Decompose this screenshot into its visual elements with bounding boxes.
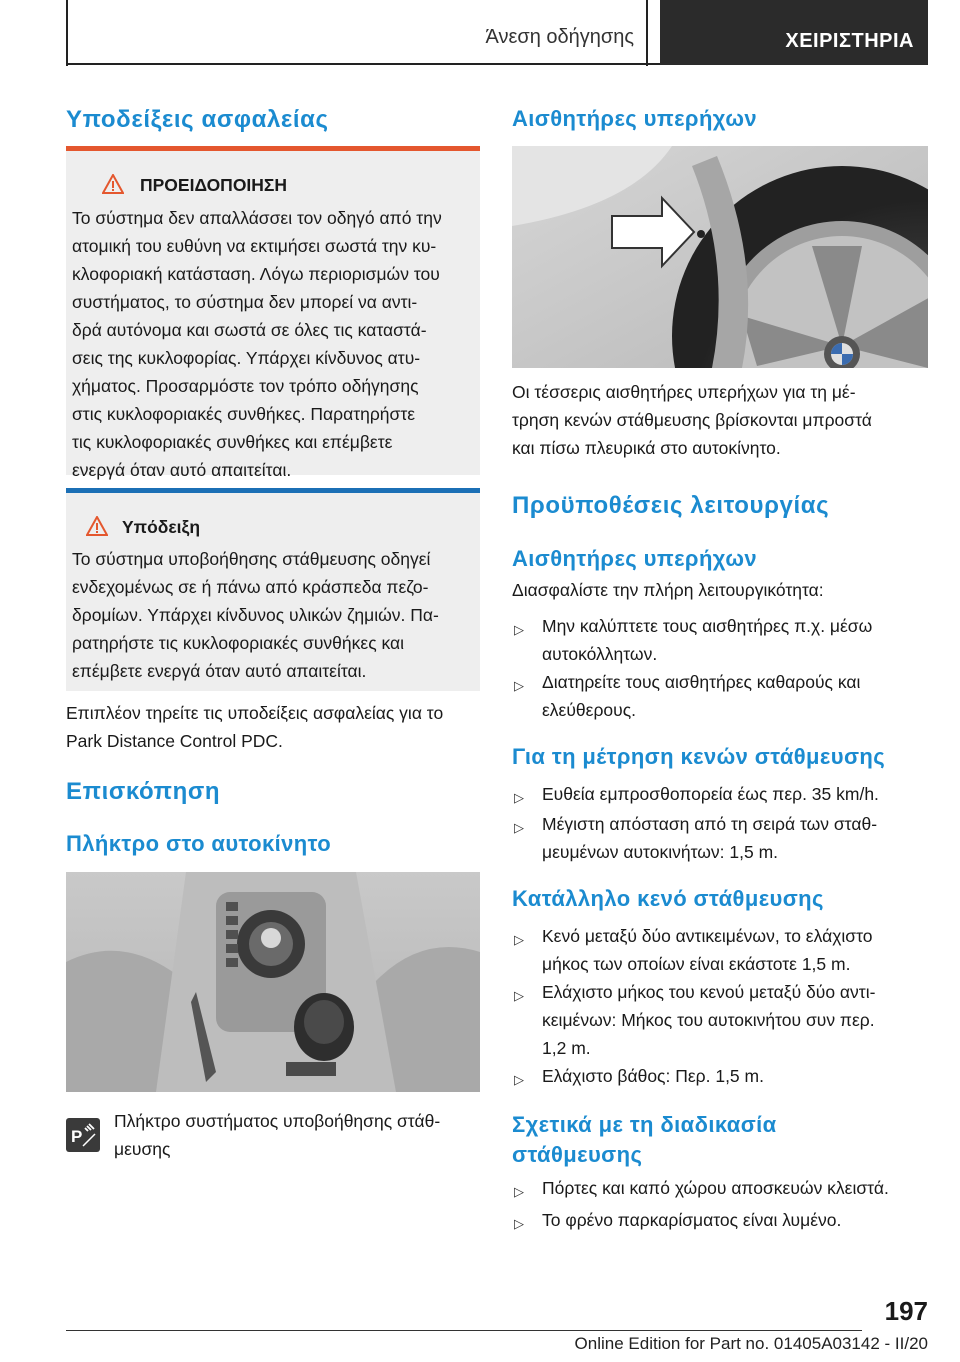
- triangle-bullet-icon: ▷: [514, 790, 524, 805]
- triangle-bullet-icon: ▷: [514, 1216, 524, 1231]
- triangle-bullet-icon: ▷: [514, 820, 524, 835]
- suitable-gap-title: Κατάλληλο κενό στάθμευσης: [512, 886, 824, 911]
- center-console-photo: [66, 872, 480, 1092]
- header-section-tab[interactable]: Άνεση οδήγησης: [485, 26, 634, 48]
- button-in-car-title: Πλήκτρο στο αυτοκίνητο: [66, 831, 332, 856]
- requirements-title: Προϋποθέσεις λειτουργίας: [512, 492, 830, 519]
- requirements-sensors-title: Αισθητήρες υπερήχων: [512, 546, 758, 571]
- overview-title: Επισκόπηση: [66, 778, 221, 805]
- list-item: Μέγιστη απόσταση από τη σειρά των σταθ- μευμένων αυτοκινήτων: 1,5 m.: [542, 814, 878, 862]
- list-item: Το φρένο παρκαρίσματος είναι λυμένο.: [542, 1210, 842, 1230]
- parking-assist-button-icon: [66, 1118, 100, 1152]
- button-caption: Πλήκτρο συστήματος υποβοήθησης στάθ- μευσης: [114, 1111, 441, 1159]
- procedure-title: Σχετικά με τη διαδικασία στάθμευσης: [512, 1112, 777, 1167]
- triangle-bullet-icon: ▷: [514, 678, 524, 693]
- triangle-bullet-icon: ▷: [514, 932, 524, 947]
- edition-note: Online Edition for Part no. 01405A03142 - II/20: [574, 1334, 928, 1353]
- list-item: Ευθεία εμπροσθοπορεία έως περ. 35 km/h.: [542, 784, 879, 804]
- svg-text:P: P: [71, 1127, 83, 1146]
- triangle-bullet-icon: ▷: [514, 988, 524, 1003]
- header-separator: [646, 0, 648, 66]
- triangle-bullet-icon: ▷: [514, 622, 524, 637]
- ultrasonic-sensors-title: Αισθητήρες υπερήχων: [512, 106, 758, 131]
- warning-triangle-icon: [102, 174, 124, 194]
- list-item: Διατηρείτε τους αισθητήρες καθαρούς και ελεύθερους.: [542, 672, 861, 720]
- list-item: Ελάχιστο μήκος του κενού μεταξύ δύο αντι- κειμένων: Μήκος του αυτοκινήτου συν περ. 1,2 m.: [542, 982, 876, 1058]
- header-left-rule: [66, 0, 68, 66]
- pdc-note: Επιπλέον τηρείτε τις υποδείξεις ασφαλείας για το Park Distance Control PDC.: [66, 703, 444, 751]
- page-number: 197: [884, 1296, 928, 1326]
- warning-text: Το σύστημα δεν απαλλάσσει τον οδηγό από την ατομική του ευθύνη να εκτιμήσει σωστά την κυ- κλοφοριακή κατάσταση. Λόγω περιορισμών του συστήματος, το σύστημα δεν μπορεί να αντι- δρά αυτόνομα και σωστά σε όλες τις καταστά- σεις της κυκλοφορίας. Υπάρχει κίνδυνος ατυ- χήματος. Προσαρμόστε τον τρόπο οδήγησης στις κυκλοφοριακές συνθήκες. Παρατηρήστε τις κυκλοφοριακές συνθήκες και επέμβετε ενεργά όταν αυτό απαιτείται.: [72, 208, 442, 480]
- safety-notes-title: Υποδείξεις ασφαλείας: [66, 106, 329, 133]
- notice-text: Το σύστημα υποβοήθησης στάθμευσης οδηγεί ενδεχομένως σε ή πάνω από κράσπεδα πεζο- δρομίων. Υπάρχει κίνδυνος υλικών ζημιών. Πα- ρατηρήστε τις κυκλοφοριακές συνθήκες και επέμβετε ενεργά όταν αυτό απαιτείται.: [72, 549, 439, 681]
- list-item: Μην καλύπτετε τους αισθητήρες π.χ. μέσω αυτοκόλλητων.: [542, 616, 873, 664]
- header-chapter-tab[interactable]: ΧΕΙΡΙΣΤΗΡΙΑ: [660, 0, 928, 65]
- list-item: Κενό μεταξύ δύο αντικειμένων, το ελάχιστο μήκος των οποίων είναι εκάστοτε 1,5 m.: [542, 926, 873, 974]
- notice-triangle-icon: [86, 516, 108, 536]
- triangle-bullet-icon: ▷: [514, 1072, 524, 1087]
- notice-title: Υπόδειξη: [122, 517, 201, 537]
- list-item: Πόρτες και καπό χώρου αποσκευών κλειστά.: [542, 1178, 889, 1198]
- footer-rule: [66, 1330, 862, 1331]
- list-item: Ελάχιστο βάθος: Περ. 1,5 m.: [542, 1066, 764, 1086]
- measurement-title: Για τη μέτρηση κενών στάθμευσης: [512, 744, 886, 769]
- triangle-bullet-icon: ▷: [514, 1184, 524, 1199]
- sensors-description: Οι τέσσερις αισθητήρες υπερήχων για τη μέ- τρηση κενών στάθμευσης βρίσκονται μπροστά και πίσω πλευρικά στο αυτοκίνητο.: [512, 382, 872, 458]
- warning-title: ΠΡΟΕΙΔΟΠΟΙΗΣΗ: [140, 175, 288, 195]
- wheel-sensor-photo: [512, 146, 928, 368]
- requirements-intro: Διασφαλίστε την πλήρη λειτουργικότητα:: [512, 580, 824, 600]
